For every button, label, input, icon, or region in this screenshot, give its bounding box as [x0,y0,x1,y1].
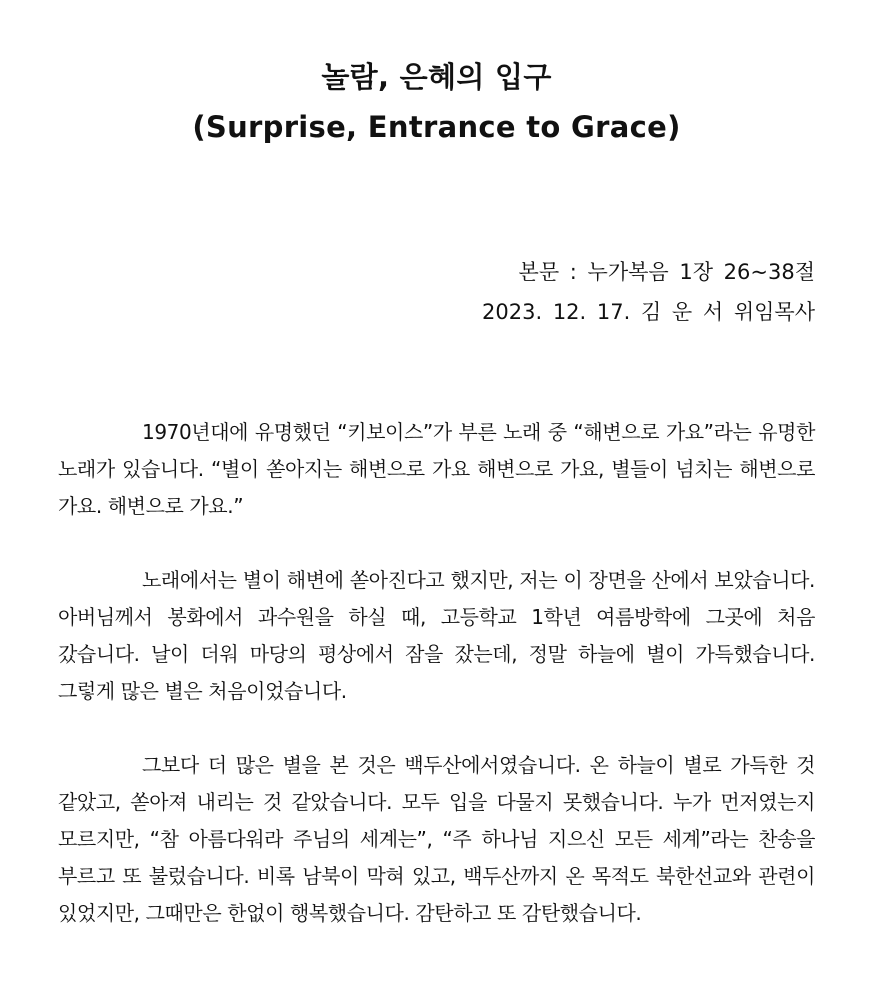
scripture-reference: 본문 : 누가복음 1장 26~38절 [518,260,815,284]
body-paragraph: 1970년대에 유명했던 “키보이스”가 부른 노래 중 “해변으로 가요”라는 유명한 노래가 있습니다. “별이 쏟아지는 해변으로 가요 해변으로 가요, 별들이 넘치는 해변으로 가요. 해변으로 가요.” [58,420,815,518]
sermon-title-english: (Surprise, Entrance to Grace) [192,110,681,144]
title-block [0,52,873,152]
sermon-meta [215,252,815,332]
body-paragraph: 노래에서는 별이 해변에 쏟아진다고 했지만, 저는 이 장면을 산에서 보았습니다. 아버님께서 봉화에서 과수원을 하실 때, 고등학교 1학년 여름방학에 그곳에 처음 갔습니다. 날이 더워 마당의 평상에서 잠을 잤는데, 정말 하늘에 별이 가득했습니다. 그렇게 많은 별은 처음이었습니다. [58,568,815,703]
sermon-title-korean: 놀람, 은혜의 입구 [321,60,552,94]
date-author: 2023. 12. 17. 김 운 서 위임목사 [482,300,815,324]
sermon-body [58,414,815,932]
body-paragraph: 그보다 더 많은 별을 본 것은 백두산에서였습니다. 온 하늘이 별로 가득한 것 같았고, 쏟아져 내리는 것 같았습니다. 모두 입을 다물지 못했습니다. 누가 먼저였는지 모르지만, “참 아름다워라 주님의 세계는”, “주 하나님 지으신 모든 세계”라는 찬송을 부르고 또 불렀습니다. 비록 남북이 막혀 있고, 백두산까지 온 목적도 북한선교와 관련이 있었지만, 그때만은 한없이 행복했습니다. 감탄하고 또 감탄했습니다. [58,753,815,925]
